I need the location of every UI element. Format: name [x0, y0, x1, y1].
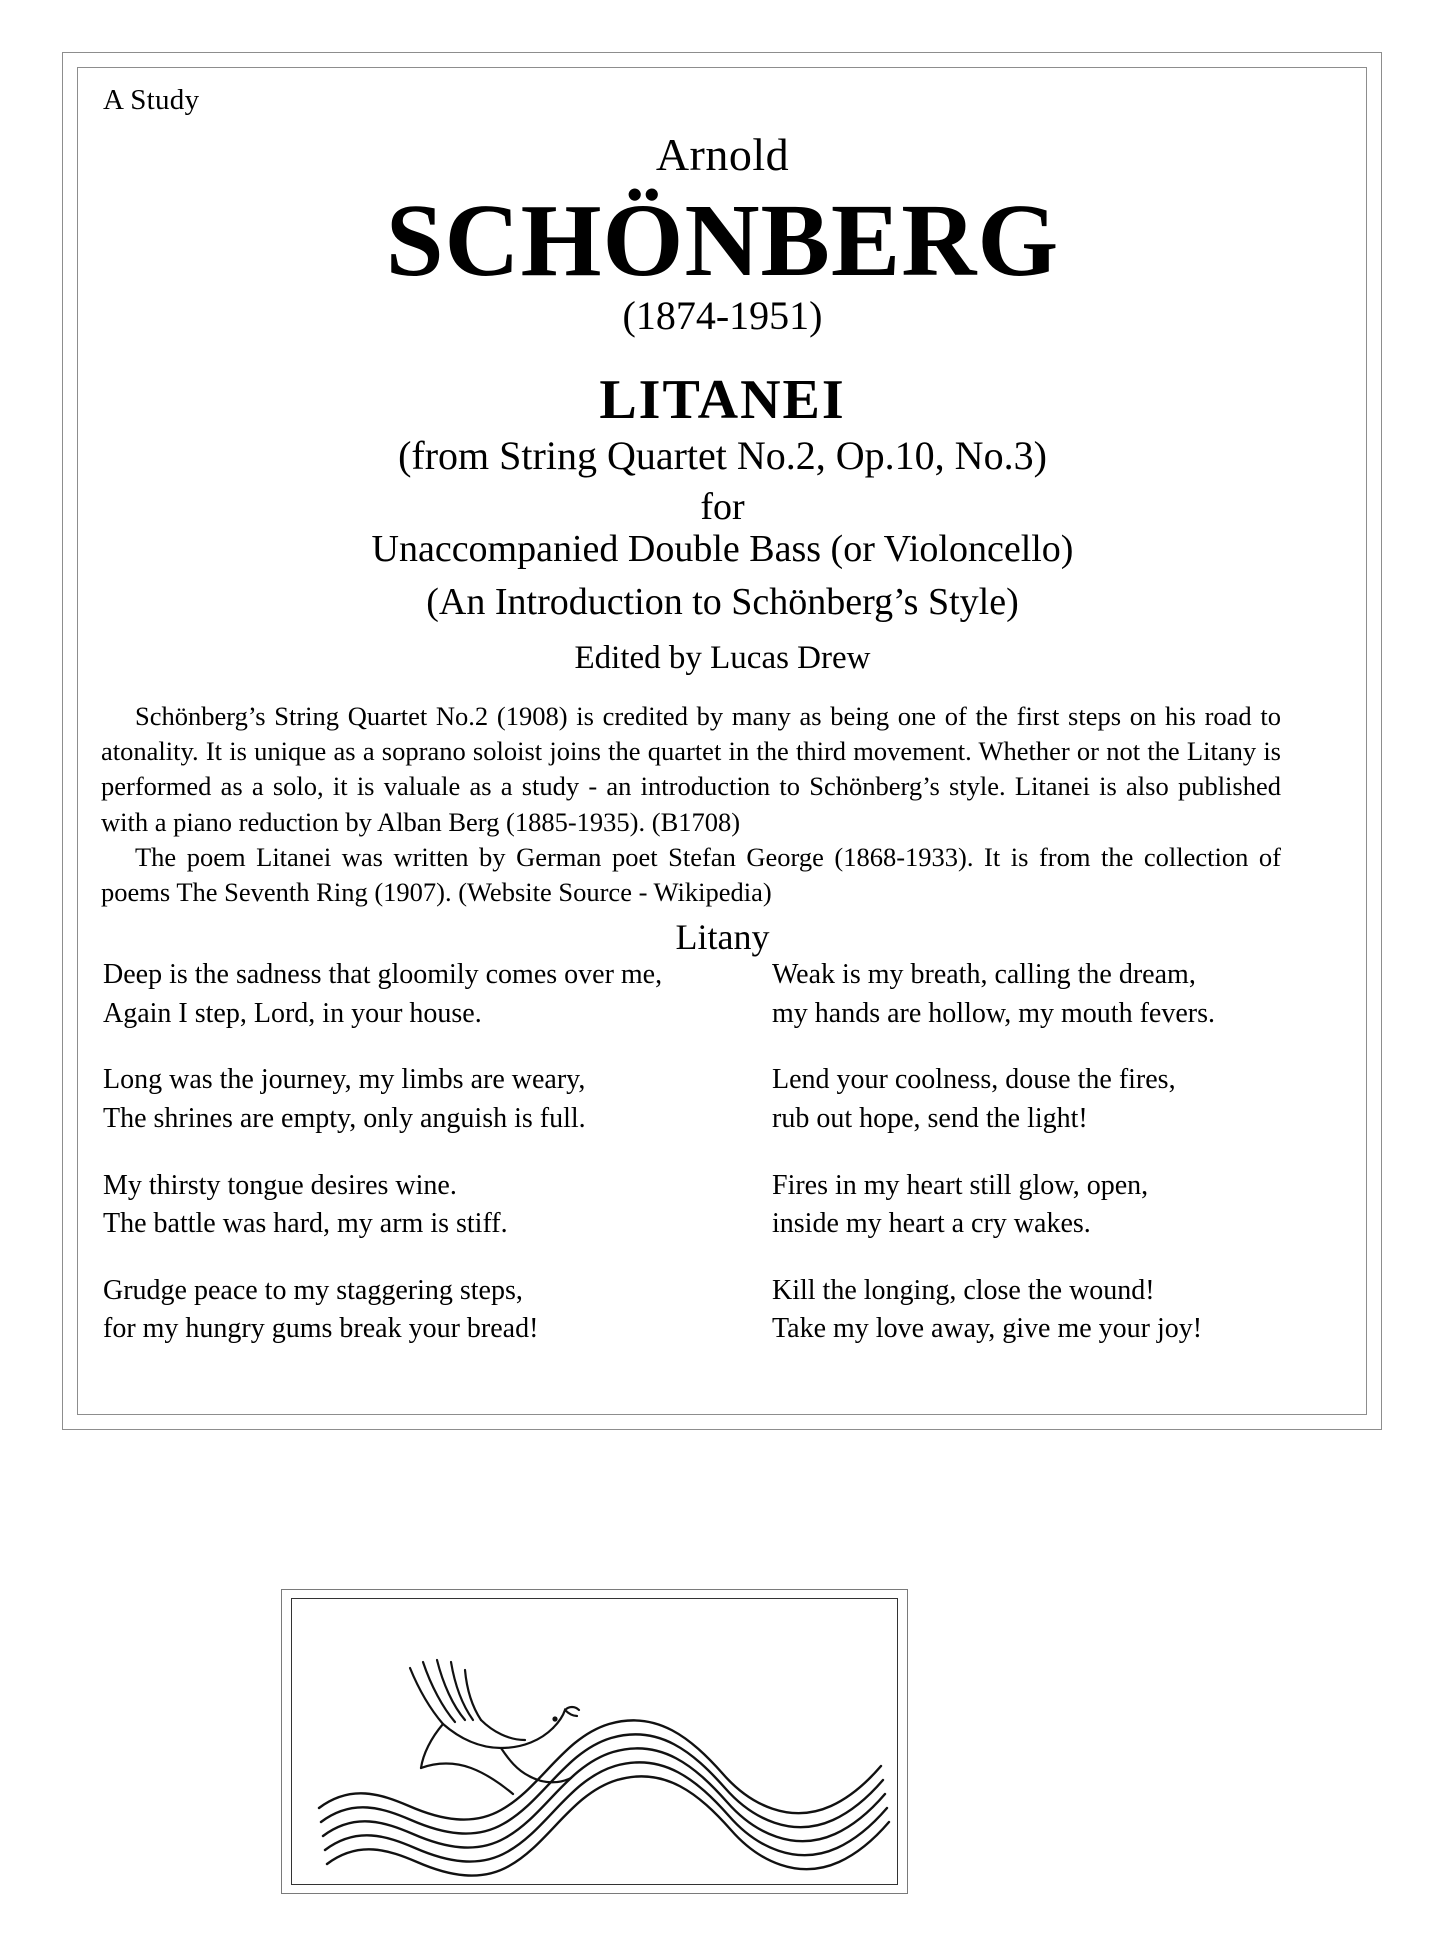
stanza: [772, 956, 1293, 1033]
editor-credit: Edited by Lucas Drew: [574, 640, 871, 676]
poem-heading: Litany: [675, 917, 770, 957]
poem-line: The shrines are empty, only anguish is full.: [103, 1102, 586, 1134]
publisher-logo: [291, 1598, 898, 1885]
poem-line: Long was the journey, my limbs are weary,: [103, 1064, 586, 1096]
study-label: A Study: [103, 84, 200, 116]
poem-column-left: [103, 956, 698, 1349]
poem-column-right: [698, 956, 1293, 1349]
poem-line: Deep is the sadness that gloomily comes over me,: [103, 959, 663, 990]
stanza: [103, 956, 698, 1033]
for-word: for: [700, 486, 745, 528]
program-note-paragraph-1: Schönberg’s String Quartet No.2 (1908) is credited by many as being one of the first steps on his road to atonality. It is unique as a soprano soloist joins the quartet in the third movement. Whether or not the Litany is performed as a solo, it is valuale as a study - an introduction to Schönberg’s style. Litanei is also published with a piano reduction by Alban Berg (1885-1935). (B1708): [101, 701, 1281, 837]
stanza: [103, 1272, 698, 1349]
poem-line: Weak is my breath, calling the dream,: [772, 959, 1196, 990]
stanza: [772, 1272, 1293, 1349]
poem-line: inside my heart a cry wakes.: [772, 1208, 1091, 1240]
stanza: [772, 1061, 1293, 1138]
poem-line: The battle was hard, my arm is stiff.: [103, 1208, 508, 1240]
program-note-paragraph-2: The poem Litanei was written by German poet Stefan George (1868-1933). It is from the collection of poems The Seventh Ring (1907). (Website Source - Wikipedia): [101, 841, 1281, 908]
stanza: [103, 1061, 698, 1138]
poem-line: Lend your coolness, douse the fires,: [772, 1064, 1176, 1096]
work-source: (from String Quartet No.2, Op.10, No.3): [398, 433, 1047, 478]
poem-line: for my hungry gums break your bread!: [103, 1313, 539, 1345]
instrumentation: Unaccompanied Double Bass (or Violoncello): [371, 528, 1074, 570]
poem-line: my hands are hollow, my mouth fevers.: [772, 997, 1215, 1029]
poem-line: Kill the longing, close the wound!: [772, 1274, 1155, 1306]
composer-dates: (1874-1951): [622, 293, 823, 338]
poem-line: Again I step, Lord, in your house.: [103, 997, 482, 1029]
poem-line: Fires in my heart still glow, open,: [772, 1169, 1149, 1201]
poem-line: Take my love away, give me your joy!: [772, 1313, 1203, 1345]
work-title: LITANEI: [599, 369, 846, 431]
stanza: [103, 1167, 698, 1244]
program-note: [101, 699, 1281, 910]
poem-line: My thirsty tongue desires wine.: [103, 1169, 457, 1201]
poem-text: [103, 956, 1293, 1349]
poem-line: rub out hope, send the light!: [772, 1102, 1088, 1134]
stanza: [772, 1167, 1293, 1244]
subtitle-note: (An Introduction to Schönberg’s Style): [426, 581, 1019, 623]
poem-line: Grudge peace to my staggering steps,: [103, 1274, 523, 1306]
composer-first-name: Arnold: [655, 129, 790, 180]
composer-last-name: SCHÖNBERG: [385, 183, 1060, 298]
